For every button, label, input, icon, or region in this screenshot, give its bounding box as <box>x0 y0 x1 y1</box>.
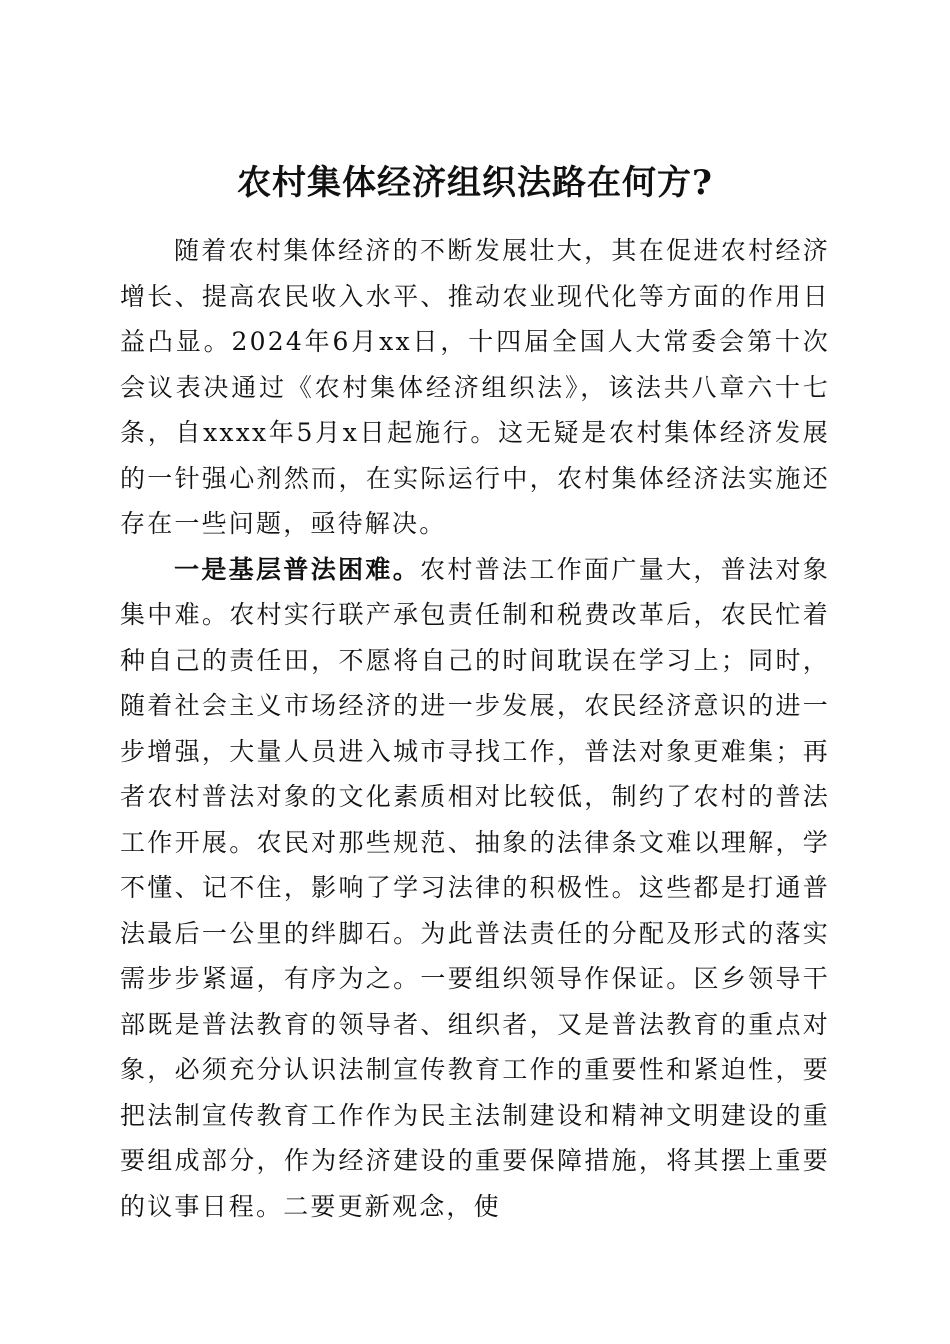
paragraph-first-point-text: 农村普法工作面广量大，普法对象集中难。农村实行联产承包责任制和税费改革后，农民忙着种自己的责任田，不愿将自己的时间耽误在学习上；同时，随着社会主义市场经济的进一步发展，农民经济意识的进一步增强，大量人员进入城市寻找工作，普法对象更难集；再者农村普法对象的文化素质相对比较低，制约了农村的普法工作开展。农民对那些规范、抽象的法律条文难以理解，学不懂、记不住，影响了学习法律的积极性。这些都是打通普法最后一公里的绊脚石。为此普法责任的分配及形式的落实需步步紧逼，有序为之。一要组织领导作保证。区乡领导干部既是普法教育的领导者、组织者，又是普法教育的重点对象，必须充分认识法制宣传教育工作的重要性和紧迫性，要把法制宣传教育工作作为民主法制建设和精神文明建设的重要组成部分，作为经济建设的重要保障措施，将其摆上重要的议事日程。二要更新观念，使 <box>120 554 830 1221</box>
document-body <box>120 228 830 1229</box>
document-title: 农村集体经济组织法路在何方? <box>237 162 713 203</box>
paragraph-intro-text: 随着农村集体经济的不断发展壮大，其在促进农村经济增长、提高农民收入水平、推动农业现代化等方面的作用日益凸显。2024年6月xx日，十四届全国人大常委会第十次会议表决通过《农村集体经济组织法》，该法共八章六十七条，自xxxx年5月x日起施行。这无疑是农村集体经济发展的一针强心剂然而，在实际运行中，农村集体经济法实施还存在一些问题，亟待解决。 <box>120 236 830 538</box>
paragraph-first-point <box>120 547 830 1230</box>
paragraph-intro <box>120 228 830 547</box>
paragraph-lead-heading: 一是基层普法困难。 <box>174 554 421 584</box>
